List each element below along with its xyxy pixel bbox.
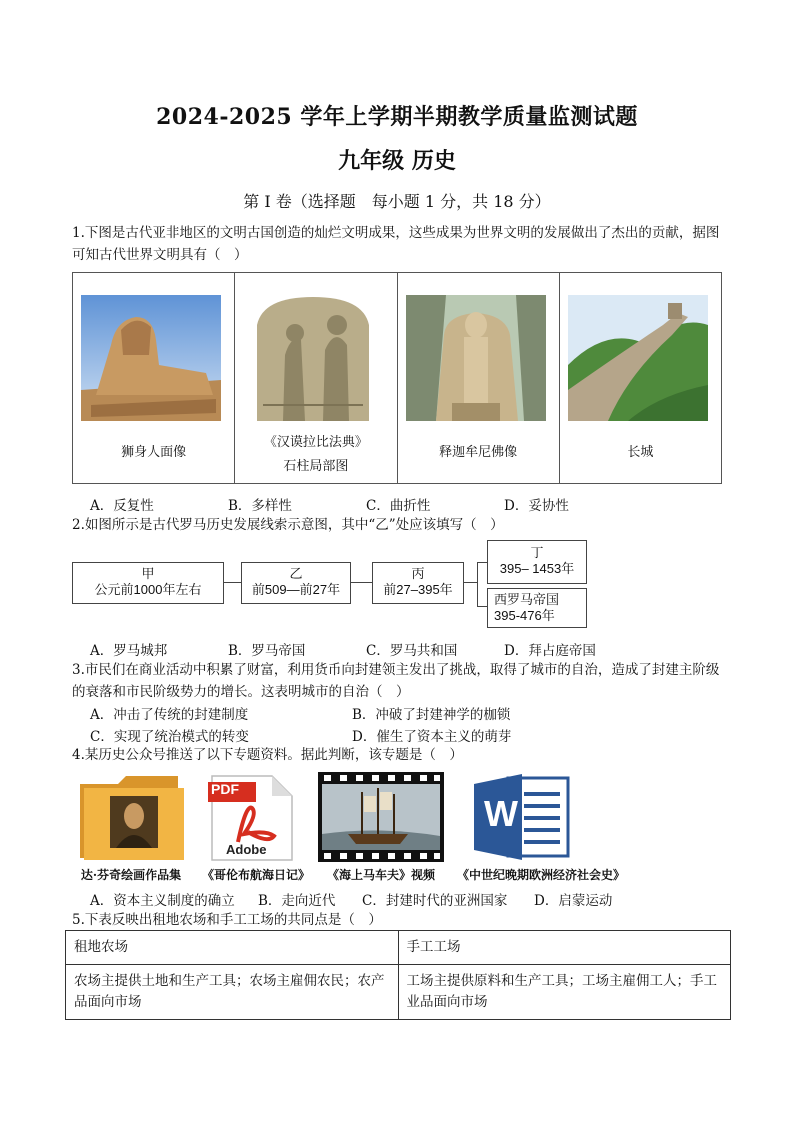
buddha-statue-image <box>406 295 546 421</box>
question-3-stem: 3.市民们在商业活动中积累了财富，利用货币向封建领主发出了挑战，取得了城市的自治，造成了封建主阶级的衰落和市民阶级势力的增长。这表明城市的自治（ ） <box>72 662 720 700</box>
table-cell-farm: 农场主提供土地和生产工具；农场主雇佣农民；农产品面向市场 <box>66 965 399 1020</box>
q1-option-d[interactable]: D．妥协性 <box>504 498 569 514</box>
q1-option-b[interactable]: B．多样性 <box>228 498 292 514</box>
great-wall-image <box>568 295 708 421</box>
timeline-bing-label: 丙 <box>411 566 425 581</box>
timeline-yi-label: 乙 <box>289 566 303 581</box>
question-5-table <box>65 930 731 1020</box>
q1-option-c[interactable]: C．曲折性 <box>366 498 431 514</box>
timeline-box-yi <box>241 562 351 604</box>
word-letter: W <box>484 793 518 834</box>
sphinx-image <box>81 295 221 421</box>
q3-option-c[interactable]: C．实现了统治模式的转变 <box>90 729 249 745</box>
hammurabi-caption-line2: 石柱局部图 <box>283 459 349 474</box>
question-4-options <box>90 889 730 909</box>
buddha-cell <box>398 273 560 483</box>
question-4-stem: 4.某历史公众号推送了以下专题资料。据此判断，该专题是（ ） <box>72 747 463 763</box>
folder-icon <box>78 772 188 862</box>
film-strip-icon <box>318 772 444 862</box>
question-1-options <box>90 494 730 514</box>
question-1-image-panel <box>72 272 722 484</box>
table-cell-workshop: 工场主提供原料和生产工具；工场主雇佣工人；手工业品面向市场 <box>398 965 731 1020</box>
sphinx-caption: 狮身人面像 <box>121 445 187 460</box>
exam-title: 2024-2025 学年上学期半期教学质量监测试题 <box>156 104 638 130</box>
question-1-stem: 1.下图是古代亚非地区的文明古国创造的灿烂文明成果，这些成果为世界文明的发展做出了杰出的贡献，据图可知古代世界文明具有（ ） <box>72 225 720 263</box>
q2-option-d[interactable]: D．拜占庭帝国 <box>504 643 596 659</box>
timeline-box-west-rome <box>487 588 587 628</box>
timeline-box-ding <box>487 540 587 584</box>
q4-caption-dutch: 《海上马车夫》视频 <box>326 868 435 882</box>
q2-option-c[interactable]: C．罗马共和国 <box>366 643 458 659</box>
q4-caption-economy: 《中世纪晚期欧洲经济社会史》 <box>456 868 625 882</box>
question-3-options <box>90 703 730 745</box>
table-header-row <box>66 931 731 965</box>
question-5-stem: 5.下表反映出租地农场和手工工场的共同点是（ ） <box>72 912 382 928</box>
q4-option-b[interactable]: B．走向近代 <box>258 893 336 909</box>
q4-option-d[interactable]: D．启蒙运动 <box>534 893 613 909</box>
timeline-ding-label: 丁 <box>530 545 544 560</box>
timeline-jia-label: 甲 <box>141 566 155 581</box>
table-header-workshop: 手工工场 <box>398 931 731 965</box>
table-row <box>66 965 731 1020</box>
q4-option-a[interactable]: A．资本主义制度的确立 <box>90 893 235 909</box>
table-header-farm: 租地农场 <box>66 931 399 965</box>
question-2-stem: 2.如图所示是古代罗马历史发展线索示意图，其中“乙”处应该填写（ ） <box>72 517 504 533</box>
q3-option-d[interactable]: D．催生了资本主义的萌芽 <box>352 729 512 745</box>
q4-caption-davinci: 达·芬奇绘画作品集 <box>80 868 182 882</box>
q3-option-a[interactable]: A．冲击了传统的封建制度 <box>90 707 249 723</box>
q3-option-b[interactable]: B．冲破了封建神学的枷锁 <box>352 707 511 723</box>
timeline-branch <box>477 562 478 606</box>
timeline-connector <box>477 562 487 563</box>
q1-option-a[interactable]: A．反复性 <box>90 498 154 514</box>
section-heading: 第 I 卷（选择题 每小题 1 分，共 18 分） <box>243 192 551 211</box>
timeline-west-date: 395-476年 <box>494 608 555 623</box>
timeline-connector <box>477 606 487 607</box>
hammurabi-caption-line1: 《汉谟拉比法典》 <box>263 435 368 450</box>
pdf-label: PDF <box>211 781 239 797</box>
buddha-caption: 释迦牟尼佛像 <box>439 445 518 460</box>
hammurabi-code-image <box>243 295 383 421</box>
q4-caption-columbus: 《哥伦布航海日记》 <box>201 868 310 882</box>
timeline-jia-date: 公元前1000年左右 <box>94 582 202 597</box>
q4-option-c[interactable]: C．封建时代的亚洲国家 <box>362 893 508 909</box>
adobe-label: Adobe <box>226 842 267 857</box>
timeline-west-label: 西罗马帝国 <box>494 592 560 607</box>
q2-option-a[interactable]: A．罗马城邦 <box>90 643 168 659</box>
timeline-ding-date: 395– 1453年 <box>499 561 575 576</box>
hammurabi-cell <box>235 273 397 483</box>
timeline-box-bing <box>372 562 464 604</box>
great-wall-caption: 长城 <box>627 445 654 460</box>
timeline-yi-date: 前509—前27年 <box>251 582 341 597</box>
timeline-connector <box>223 582 241 583</box>
timeline-box-jia <box>72 562 224 604</box>
timeline-bing-date: 前27–395年 <box>383 582 453 597</box>
q2-option-b[interactable]: B．罗马帝国 <box>228 643 306 659</box>
timeline-connector <box>350 582 372 583</box>
timeline-connector <box>463 582 477 583</box>
sphinx-cell <box>73 273 235 483</box>
great-wall-cell <box>560 273 721 483</box>
question-2-options <box>90 639 730 659</box>
exam-subtitle: 九年级 历史 <box>338 148 456 174</box>
